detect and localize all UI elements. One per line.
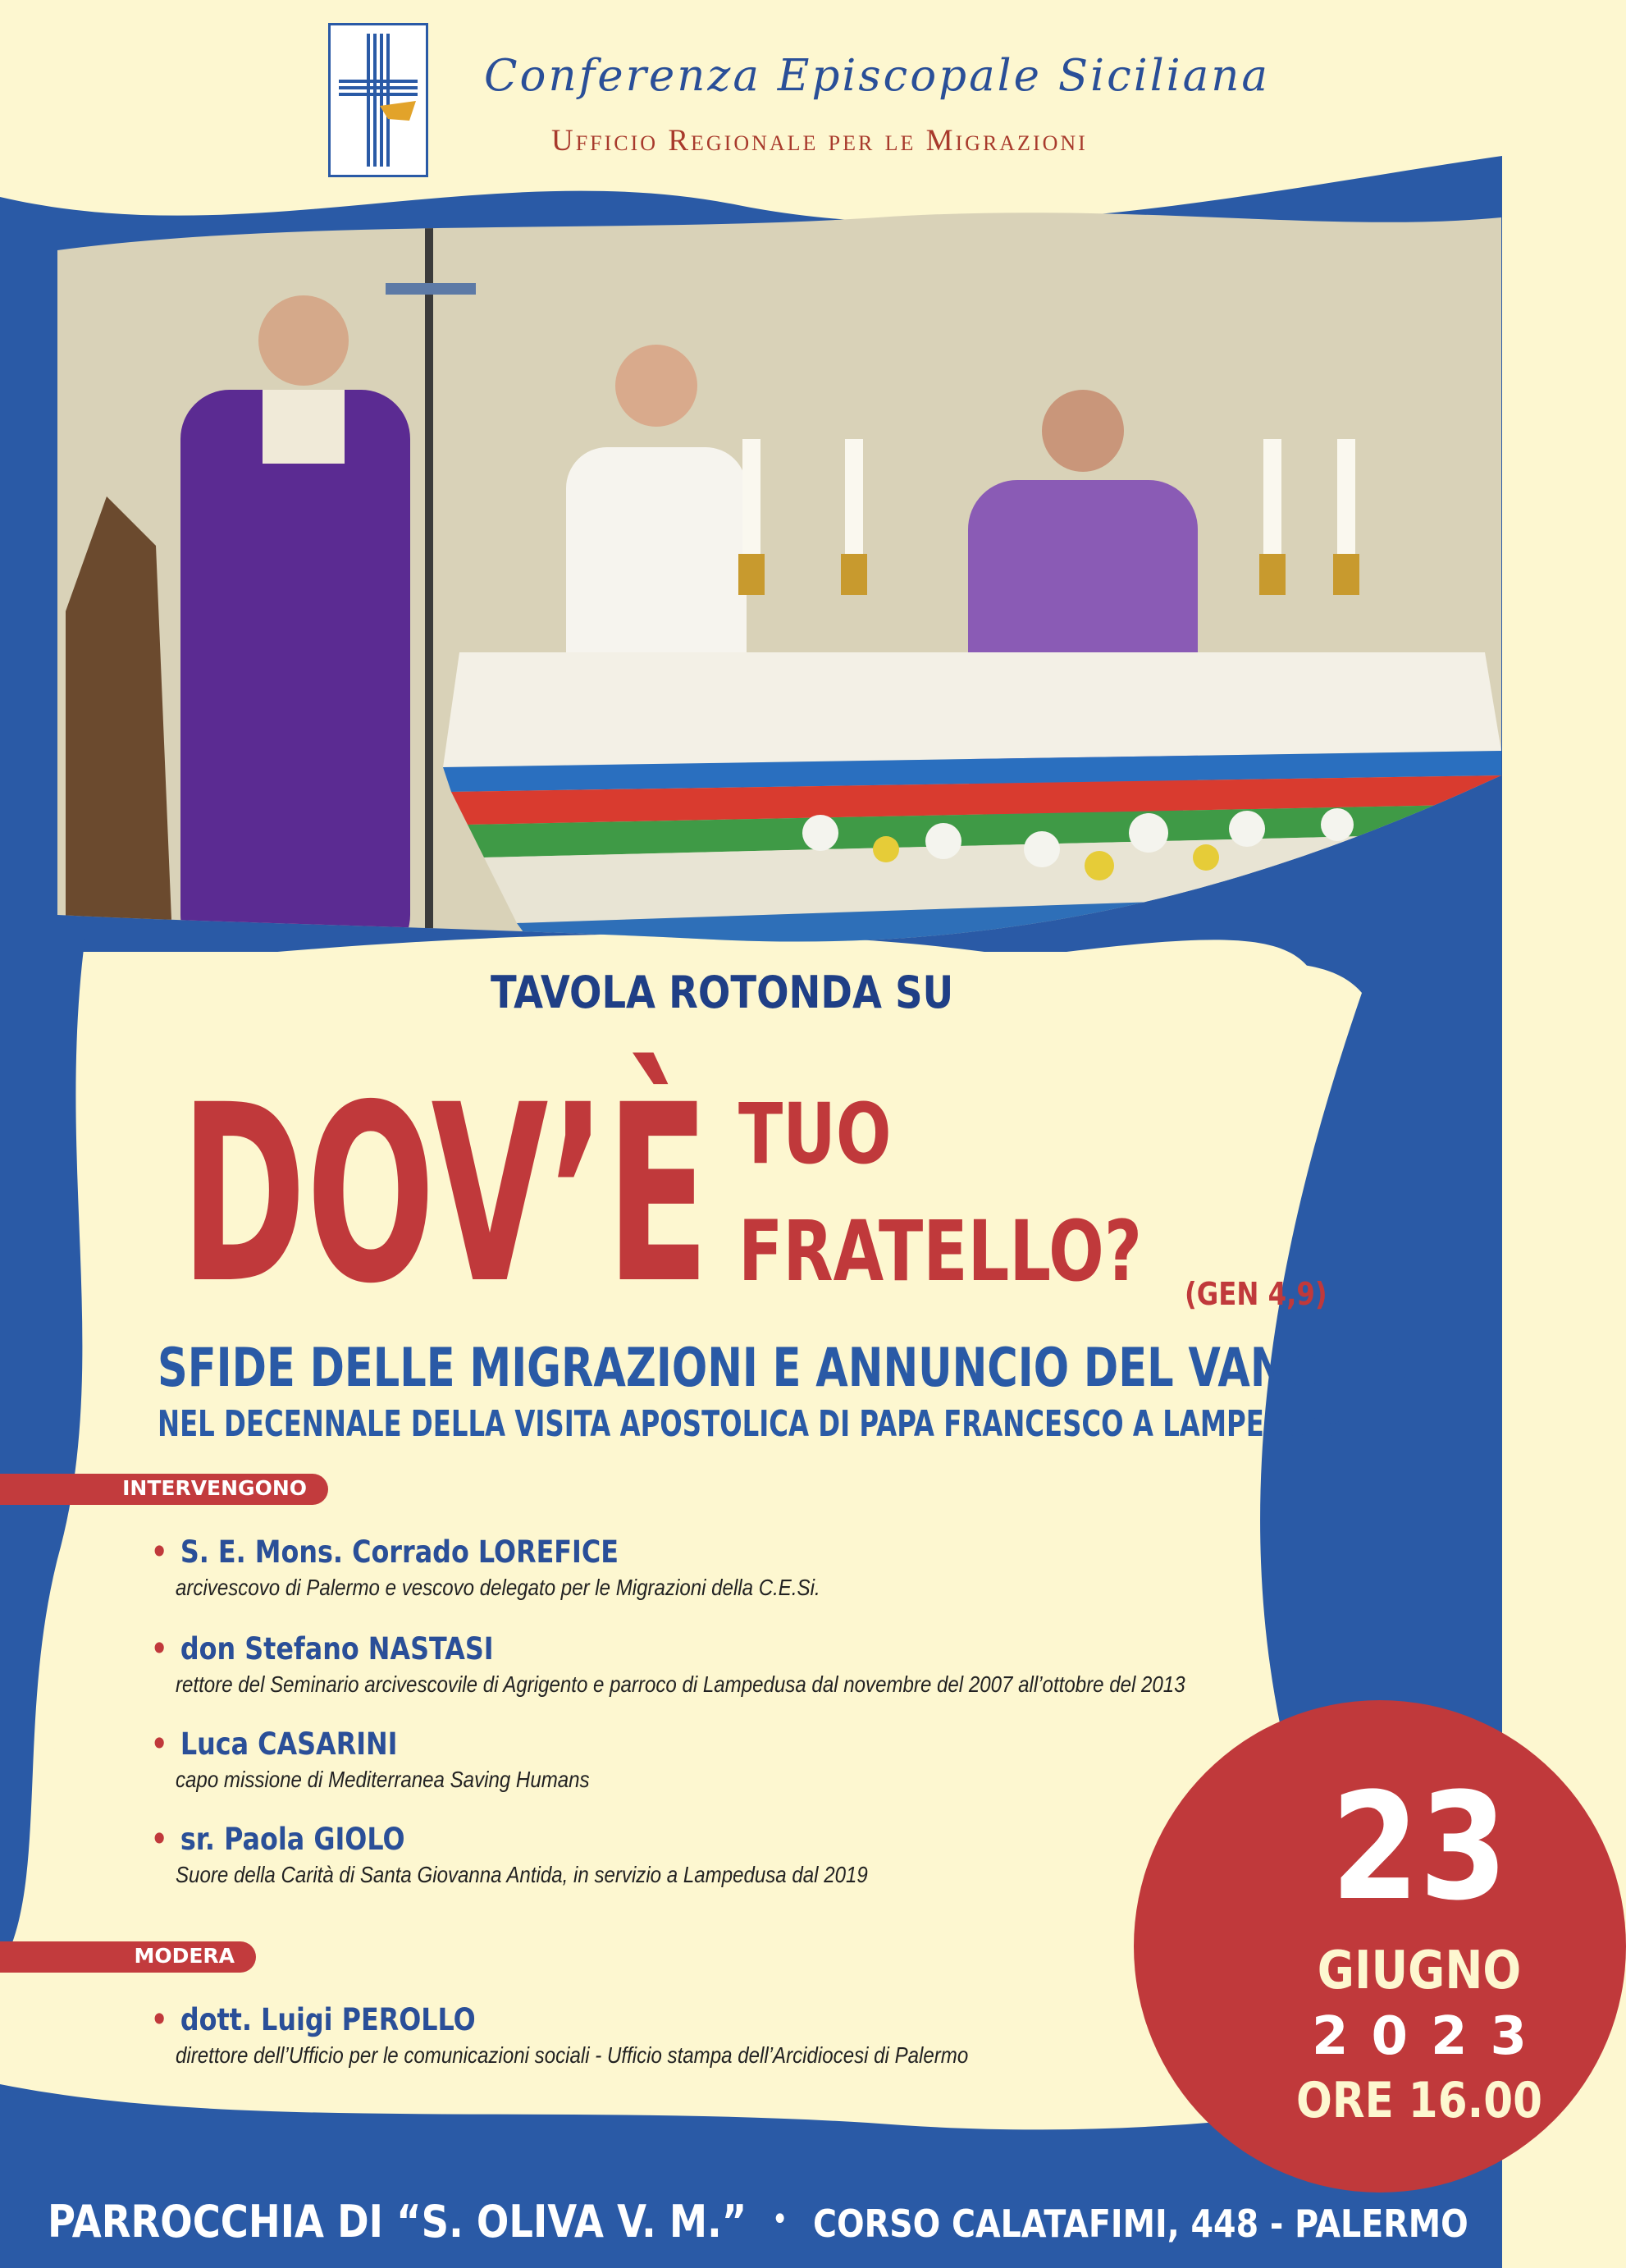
date-month: GIUGNO (1317, 1941, 1522, 2001)
bullet-separator-icon: • (771, 2201, 788, 2238)
bullet-icon: • (151, 1631, 168, 1667)
bible-reference: (GEN 4,9) (1185, 1276, 1327, 1312)
speaker-role: arcivescovo di Palermo e vescovo delegato per le Migrazioni della C.E.Si. (176, 1575, 820, 1600)
footer-venue-line (48, 2196, 1468, 2247)
speaker-name: sr. Paola GIOLO (180, 1822, 405, 1857)
bullet-icon: • (151, 1822, 168, 1857)
speaker-item (151, 1534, 1217, 1601)
altar-boat-photo (57, 201, 1501, 968)
speaker-item (151, 1726, 1217, 1793)
moderator-item (151, 2002, 1217, 2069)
moderator-label-tag (0, 1941, 256, 1973)
date-time: ORE 16.00 (1295, 2072, 1543, 2129)
speaker-name: don Stefano NASTASI (180, 1631, 494, 1667)
organization-name: Conferenza Episcopale Siciliana (484, 51, 1270, 101)
speaker-role: Suore della Carità di Santa Giovanna Antida, in servizio a Lampedusa dal 2019 (176, 1862, 868, 1887)
date-year: 2023 (1311, 2006, 1551, 2067)
bullet-icon: • (151, 1726, 168, 1762)
bullet-icon: • (151, 2002, 168, 2037)
moderator-role: direttore dell’Ufficio per le comunicazioni sociali - Ufficio stampa dell’Arcidiocesi di Palermo (176, 2042, 969, 2068)
speaker-role: capo missione di Mediterranea Saving Humans (176, 1767, 590, 1792)
speakers-label: INTERVENGONO (122, 1476, 307, 1500)
event-theme: SFIDE DELLE MIGRAZIONI E ANNUNCIO DEL VANGELO (158, 1337, 1409, 1399)
event-occasion: NEL DECENNALE DELLA VISITA APOSTOLICA DI PAPA FRANCESCO A LAMPEDUSA (158, 1403, 1348, 1445)
speaker-item (151, 1822, 1217, 1888)
event-title-word1: TUO (738, 1086, 892, 1183)
venue-address: CORSO CALATAFIMI, 448 - PALERMO (812, 2202, 1468, 2246)
speakers-label-tag (0, 1474, 328, 1505)
moderator-name: dott. Luigi PEROLLO (180, 2002, 476, 2037)
event-title-main: DOV’È (180, 1053, 710, 1337)
bullet-icon: • (151, 1534, 168, 1570)
date-day: 23 (1331, 1762, 1508, 1933)
event-title-word2: FRATELLO? (738, 1203, 1142, 1301)
moderator-label: MODERA (134, 1944, 235, 1968)
logo-cross-icon (331, 25, 426, 175)
event-lead: TAVOLA ROTONDA SU (491, 967, 954, 1018)
cross-sicily-logo (328, 23, 428, 177)
speaker-name: S. E. Mons. Corrado LOREFICE (180, 1534, 619, 1570)
speaker-role: rettore del Seminario arcivescovile di Agrigento e parroco di Lampedusa dal novembre del 2007 all’ottobre del 2013 (176, 1671, 1185, 1697)
speaker-name: Luca CASARINI (180, 1726, 398, 1762)
venue-name: PARROCCHIA DI “S. OLIVA V. M.” (48, 2196, 747, 2247)
office-name: Ufficio Regionale per le Migrazioni (551, 124, 1088, 158)
speaker-item (151, 1631, 1217, 1698)
